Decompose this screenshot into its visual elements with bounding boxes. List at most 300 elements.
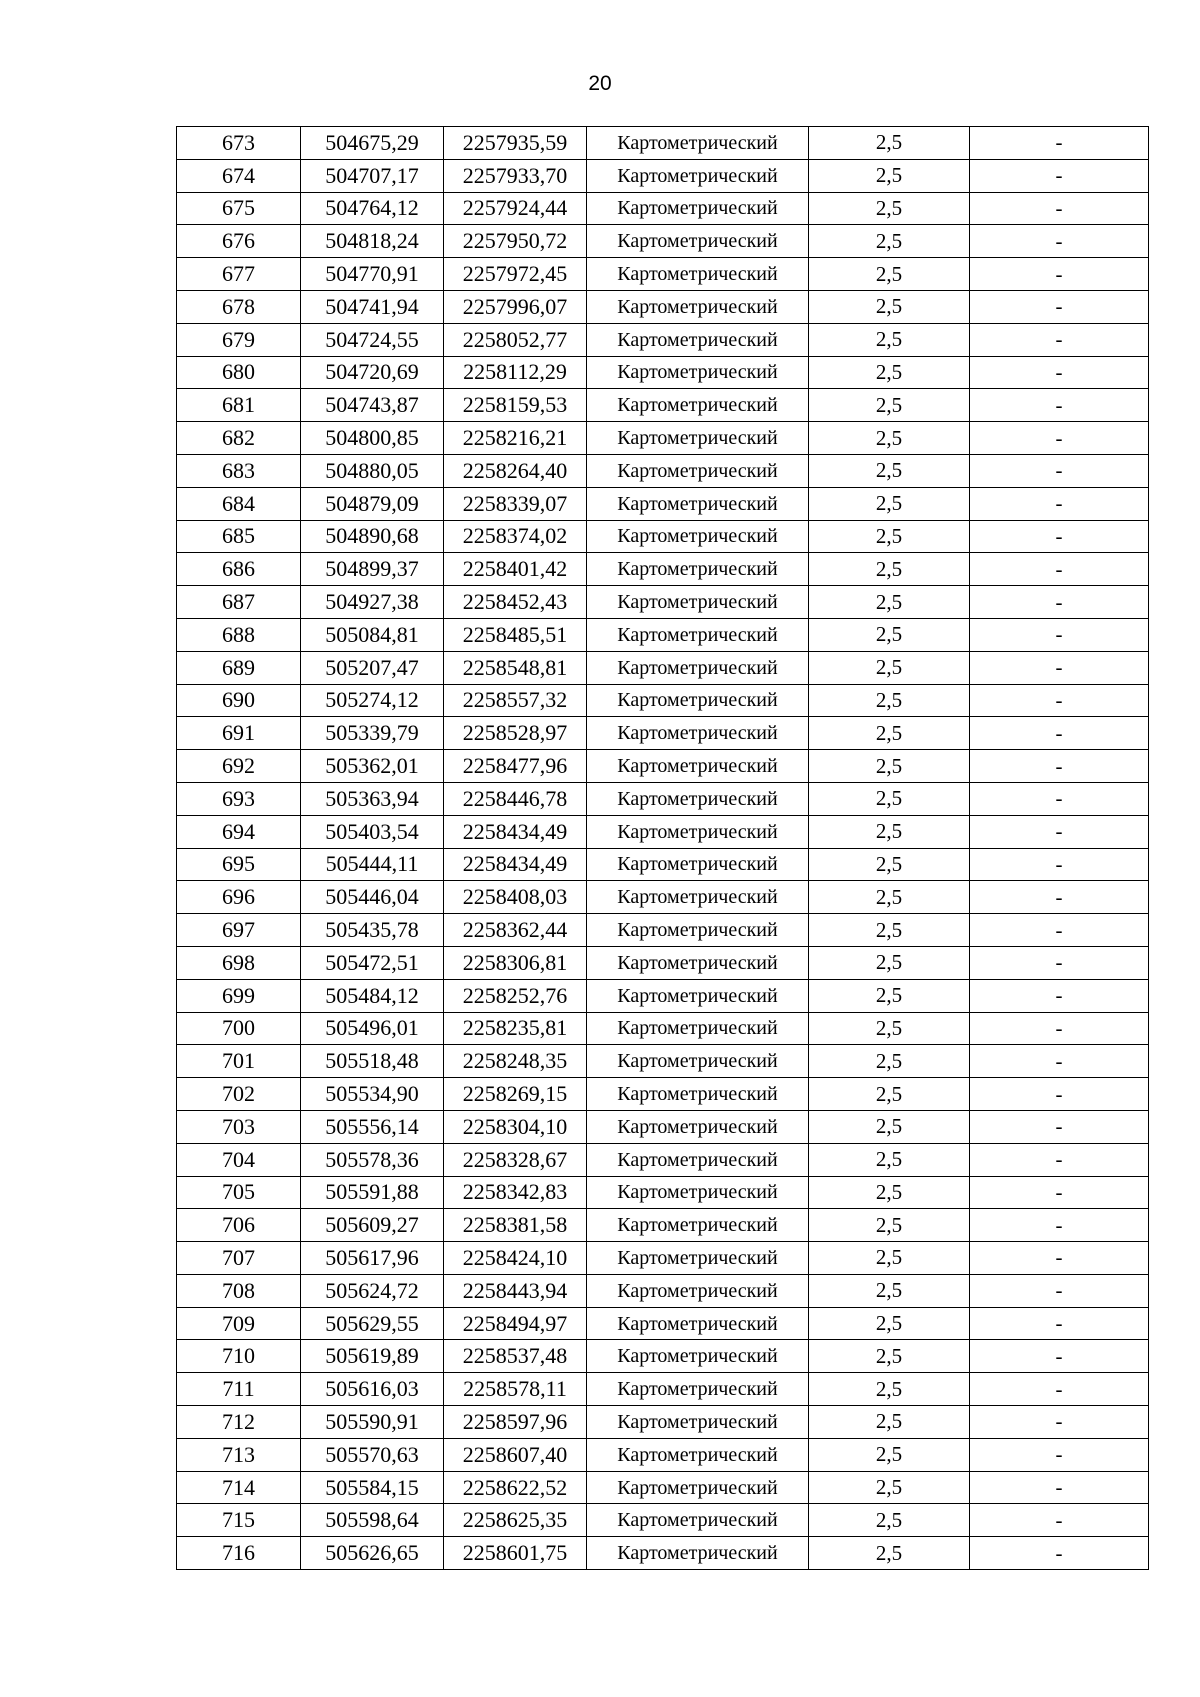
accuracy-cell: 2,5: [809, 356, 970, 389]
table-row: [177, 651, 1149, 684]
point-number-cell: 711: [177, 1373, 301, 1406]
x-coordinate-cell: 505584,15: [301, 1471, 444, 1504]
accuracy-cell: 2,5: [809, 1307, 970, 1340]
x-coordinate-cell: 504890,68: [301, 520, 444, 553]
table-row: [177, 1078, 1149, 1111]
accuracy-cell: 2,5: [809, 389, 970, 422]
x-coordinate-cell: 504675,29: [301, 127, 444, 160]
method-cell: Картометрический: [587, 127, 809, 160]
point-number-cell: 713: [177, 1438, 301, 1471]
note-cell: -: [970, 127, 1149, 160]
x-coordinate-cell: 505590,91: [301, 1406, 444, 1439]
point-number-cell: 715: [177, 1504, 301, 1537]
point-number-cell: 702: [177, 1078, 301, 1111]
accuracy-cell: 2,5: [809, 946, 970, 979]
x-coordinate-cell: 505629,55: [301, 1307, 444, 1340]
x-coordinate-cell: 505363,94: [301, 782, 444, 815]
method-cell: Картометрический: [587, 1373, 809, 1406]
method-cell: Картометрический: [587, 586, 809, 619]
method-cell: Картометрический: [587, 454, 809, 487]
note-cell: -: [970, 1471, 1149, 1504]
y-coordinate-cell: 2258304,10: [444, 1110, 587, 1143]
method-cell: Картометрический: [587, 1110, 809, 1143]
note-cell: -: [970, 159, 1149, 192]
note-cell: -: [970, 1012, 1149, 1045]
point-number-cell: 701: [177, 1045, 301, 1078]
accuracy-cell: 2,5: [809, 684, 970, 717]
note-cell: -: [970, 1045, 1149, 1078]
y-coordinate-cell: 2258342,83: [444, 1176, 587, 1209]
note-cell: -: [970, 356, 1149, 389]
note-cell: -: [970, 192, 1149, 225]
accuracy-cell: 2,5: [809, 1438, 970, 1471]
coordinates-table: [176, 126, 1149, 1570]
accuracy-cell: 2,5: [809, 1176, 970, 1209]
point-number-cell: 675: [177, 192, 301, 225]
accuracy-cell: 2,5: [809, 717, 970, 750]
point-number-cell: 707: [177, 1242, 301, 1275]
method-cell: Картометрический: [587, 1537, 809, 1570]
method-cell: Картометрический: [587, 750, 809, 783]
method-cell: Картометрический: [587, 1471, 809, 1504]
accuracy-cell: 2,5: [809, 815, 970, 848]
x-coordinate-cell: 505444,11: [301, 848, 444, 881]
note-cell: -: [970, 717, 1149, 750]
table-row: [177, 1176, 1149, 1209]
table-row: [177, 1274, 1149, 1307]
y-coordinate-cell: 2258485,51: [444, 618, 587, 651]
x-coordinate-cell: 505518,48: [301, 1045, 444, 1078]
note-cell: -: [970, 651, 1149, 684]
note-cell: -: [970, 1078, 1149, 1111]
table-row: [177, 389, 1149, 422]
y-coordinate-cell: 2258264,40: [444, 454, 587, 487]
table-row: [177, 1406, 1149, 1439]
method-cell: Картометрический: [587, 1340, 809, 1373]
y-coordinate-cell: 2258452,43: [444, 586, 587, 619]
table-row: [177, 159, 1149, 192]
y-coordinate-cell: 2258269,15: [444, 1078, 587, 1111]
note-cell: -: [970, 1307, 1149, 1340]
table-row: [177, 782, 1149, 815]
y-coordinate-cell: 2258052,77: [444, 323, 587, 356]
point-number-cell: 680: [177, 356, 301, 389]
point-number-cell: 677: [177, 258, 301, 291]
note-cell: -: [970, 454, 1149, 487]
accuracy-cell: 2,5: [809, 454, 970, 487]
accuracy-cell: 2,5: [809, 881, 970, 914]
accuracy-cell: 2,5: [809, 1274, 970, 1307]
y-coordinate-cell: 2258408,03: [444, 881, 587, 914]
method-cell: Картометрический: [587, 684, 809, 717]
y-coordinate-cell: 2258477,96: [444, 750, 587, 783]
accuracy-cell: 2,5: [809, 422, 970, 455]
method-cell: Картометрический: [587, 192, 809, 225]
table-row: [177, 192, 1149, 225]
note-cell: -: [970, 750, 1149, 783]
table-row: [177, 258, 1149, 291]
note-cell: -: [970, 782, 1149, 815]
method-cell: Картометрический: [587, 914, 809, 947]
y-coordinate-cell: 2258557,32: [444, 684, 587, 717]
table-row: [177, 1504, 1149, 1537]
accuracy-cell: 2,5: [809, 290, 970, 323]
accuracy-cell: 2,5: [809, 750, 970, 783]
accuracy-cell: 2,5: [809, 1110, 970, 1143]
point-number-cell: 676: [177, 225, 301, 258]
y-coordinate-cell: 2258328,67: [444, 1143, 587, 1176]
x-coordinate-cell: 505496,01: [301, 1012, 444, 1045]
note-cell: -: [970, 422, 1149, 455]
y-coordinate-cell: 2257950,72: [444, 225, 587, 258]
table-row: [177, 914, 1149, 947]
y-coordinate-cell: 2258216,21: [444, 422, 587, 455]
note-cell: -: [970, 586, 1149, 619]
x-coordinate-cell: 505616,03: [301, 1373, 444, 1406]
table-row: [177, 1373, 1149, 1406]
x-coordinate-cell: 505403,54: [301, 815, 444, 848]
accuracy-cell: 2,5: [809, 651, 970, 684]
table-row: [177, 946, 1149, 979]
coordinates-table-body: [177, 127, 1149, 1570]
y-coordinate-cell: 2258434,49: [444, 848, 587, 881]
method-cell: Картометрический: [587, 520, 809, 553]
table-row: [177, 684, 1149, 717]
note-cell: -: [970, 389, 1149, 422]
point-number-cell: 688: [177, 618, 301, 651]
y-coordinate-cell: 2258622,52: [444, 1471, 587, 1504]
y-coordinate-cell: 2258381,58: [444, 1209, 587, 1242]
table-row: [177, 618, 1149, 651]
point-number-cell: 710: [177, 1340, 301, 1373]
table-row: [177, 422, 1149, 455]
y-coordinate-cell: 2258434,49: [444, 815, 587, 848]
x-coordinate-cell: 504720,69: [301, 356, 444, 389]
accuracy-cell: 2,5: [809, 1078, 970, 1111]
x-coordinate-cell: 504899,37: [301, 553, 444, 586]
table-row: [177, 979, 1149, 1012]
y-coordinate-cell: 2258625,35: [444, 1504, 587, 1537]
note-cell: -: [970, 1110, 1149, 1143]
point-number-cell: 695: [177, 848, 301, 881]
point-number-cell: 690: [177, 684, 301, 717]
accuracy-cell: 2,5: [809, 1012, 970, 1045]
method-cell: Картометрический: [587, 1176, 809, 1209]
x-coordinate-cell: 505084,81: [301, 618, 444, 651]
accuracy-cell: 2,5: [809, 914, 970, 947]
point-number-cell: 693: [177, 782, 301, 815]
point-number-cell: 683: [177, 454, 301, 487]
y-coordinate-cell: 2258362,44: [444, 914, 587, 947]
x-coordinate-cell: 504800,85: [301, 422, 444, 455]
method-cell: Картометрический: [587, 290, 809, 323]
note-cell: -: [970, 1274, 1149, 1307]
x-coordinate-cell: 505578,36: [301, 1143, 444, 1176]
point-number-cell: 714: [177, 1471, 301, 1504]
y-coordinate-cell: 2258528,97: [444, 717, 587, 750]
x-coordinate-cell: 505591,88: [301, 1176, 444, 1209]
point-number-cell: 689: [177, 651, 301, 684]
y-coordinate-cell: 2258401,42: [444, 553, 587, 586]
y-coordinate-cell: 2258446,78: [444, 782, 587, 815]
method-cell: Картометрический: [587, 258, 809, 291]
method-cell: Картометрический: [587, 1078, 809, 1111]
method-cell: Картометрический: [587, 1406, 809, 1439]
point-number-cell: 681: [177, 389, 301, 422]
y-coordinate-cell: 2258443,94: [444, 1274, 587, 1307]
table-row: [177, 1110, 1149, 1143]
note-cell: -: [970, 553, 1149, 586]
table-row: [177, 1012, 1149, 1045]
method-cell: Картометрический: [587, 225, 809, 258]
method-cell: Картометрический: [587, 651, 809, 684]
x-coordinate-cell: 505484,12: [301, 979, 444, 1012]
table-row: [177, 1143, 1149, 1176]
note-cell: -: [970, 225, 1149, 258]
table-row: [177, 1471, 1149, 1504]
method-cell: Картометрический: [587, 159, 809, 192]
table-row: [177, 1438, 1149, 1471]
accuracy-cell: 2,5: [809, 1504, 970, 1537]
method-cell: Картометрический: [587, 487, 809, 520]
point-number-cell: 708: [177, 1274, 301, 1307]
method-cell: Картометрический: [587, 1438, 809, 1471]
note-cell: -: [970, 914, 1149, 947]
x-coordinate-cell: 504770,91: [301, 258, 444, 291]
note-cell: -: [970, 487, 1149, 520]
table-row: [177, 323, 1149, 356]
accuracy-cell: 2,5: [809, 1340, 970, 1373]
x-coordinate-cell: 505435,78: [301, 914, 444, 947]
x-coordinate-cell: 505598,64: [301, 1504, 444, 1537]
table-row: [177, 454, 1149, 487]
point-number-cell: 712: [177, 1406, 301, 1439]
point-number-cell: 706: [177, 1209, 301, 1242]
x-coordinate-cell: 505472,51: [301, 946, 444, 979]
point-number-cell: 703: [177, 1110, 301, 1143]
table-row: [177, 1045, 1149, 1078]
y-coordinate-cell: 2258548,81: [444, 651, 587, 684]
x-coordinate-cell: 504707,17: [301, 159, 444, 192]
y-coordinate-cell: 2258578,11: [444, 1373, 587, 1406]
note-cell: -: [970, 684, 1149, 717]
note-cell: -: [970, 1209, 1149, 1242]
table-row: [177, 225, 1149, 258]
y-coordinate-cell: 2258424,10: [444, 1242, 587, 1275]
accuracy-cell: 2,5: [809, 618, 970, 651]
x-coordinate-cell: 505619,89: [301, 1340, 444, 1373]
note-cell: -: [970, 290, 1149, 323]
method-cell: Картометрический: [587, 1143, 809, 1176]
x-coordinate-cell: 505617,96: [301, 1242, 444, 1275]
table-row: [177, 586, 1149, 619]
point-number-cell: 687: [177, 586, 301, 619]
y-coordinate-cell: 2258306,81: [444, 946, 587, 979]
note-cell: -: [970, 1406, 1149, 1439]
y-coordinate-cell: 2258159,53: [444, 389, 587, 422]
point-number-cell: 699: [177, 979, 301, 1012]
method-cell: Картометрический: [587, 815, 809, 848]
y-coordinate-cell: 2258252,76: [444, 979, 587, 1012]
note-cell: -: [970, 323, 1149, 356]
point-number-cell: 694: [177, 815, 301, 848]
accuracy-cell: 2,5: [809, 159, 970, 192]
point-number-cell: 686: [177, 553, 301, 586]
point-number-cell: 682: [177, 422, 301, 455]
note-cell: -: [970, 1504, 1149, 1537]
table-row: [177, 881, 1149, 914]
method-cell: Картометрический: [587, 848, 809, 881]
x-coordinate-cell: 505207,47: [301, 651, 444, 684]
page-number: 20: [588, 72, 612, 95]
table-row: [177, 1307, 1149, 1340]
point-number-cell: 700: [177, 1012, 301, 1045]
point-number-cell: 679: [177, 323, 301, 356]
note-cell: -: [970, 1373, 1149, 1406]
accuracy-cell: 2,5: [809, 782, 970, 815]
point-number-cell: 674: [177, 159, 301, 192]
method-cell: Картометрический: [587, 1307, 809, 1340]
method-cell: Картометрический: [587, 1209, 809, 1242]
table-row: [177, 520, 1149, 553]
point-number-cell: 696: [177, 881, 301, 914]
accuracy-cell: 2,5: [809, 323, 970, 356]
note-cell: -: [970, 979, 1149, 1012]
y-coordinate-cell: 2257996,07: [444, 290, 587, 323]
point-number-cell: 716: [177, 1537, 301, 1570]
note-cell: -: [970, 1143, 1149, 1176]
x-coordinate-cell: 505339,79: [301, 717, 444, 750]
accuracy-cell: 2,5: [809, 1537, 970, 1570]
y-coordinate-cell: 2257972,45: [444, 258, 587, 291]
x-coordinate-cell: 504880,05: [301, 454, 444, 487]
y-coordinate-cell: 2258607,40: [444, 1438, 587, 1471]
method-cell: Картометрический: [587, 946, 809, 979]
y-coordinate-cell: 2258248,35: [444, 1045, 587, 1078]
point-number-cell: 697: [177, 914, 301, 947]
x-coordinate-cell: 505624,72: [301, 1274, 444, 1307]
y-coordinate-cell: 2258537,48: [444, 1340, 587, 1373]
point-number-cell: 684: [177, 487, 301, 520]
accuracy-cell: 2,5: [809, 225, 970, 258]
method-cell: Картометрический: [587, 553, 809, 586]
method-cell: Картометрический: [587, 389, 809, 422]
table-row: [177, 1340, 1149, 1373]
method-cell: Картометрический: [587, 1242, 809, 1275]
y-coordinate-cell: 2257935,59: [444, 127, 587, 160]
note-cell: -: [970, 618, 1149, 651]
accuracy-cell: 2,5: [809, 1471, 970, 1504]
table-row: [177, 290, 1149, 323]
method-cell: Картометрический: [587, 1274, 809, 1307]
point-number-cell: 698: [177, 946, 301, 979]
note-cell: -: [970, 258, 1149, 291]
note-cell: -: [970, 848, 1149, 881]
method-cell: Картометрический: [587, 323, 809, 356]
accuracy-cell: 2,5: [809, 258, 970, 291]
accuracy-cell: 2,5: [809, 487, 970, 520]
method-cell: Картометрический: [587, 782, 809, 815]
x-coordinate-cell: 504818,24: [301, 225, 444, 258]
point-number-cell: 673: [177, 127, 301, 160]
table-row: [177, 127, 1149, 160]
method-cell: Картометрический: [587, 356, 809, 389]
accuracy-cell: 2,5: [809, 1045, 970, 1078]
accuracy-cell: 2,5: [809, 1373, 970, 1406]
x-coordinate-cell: 504741,94: [301, 290, 444, 323]
y-coordinate-cell: 2257933,70: [444, 159, 587, 192]
x-coordinate-cell: 505274,12: [301, 684, 444, 717]
table-row: [177, 487, 1149, 520]
y-coordinate-cell: 2258494,97: [444, 1307, 587, 1340]
table-row: [177, 356, 1149, 389]
x-coordinate-cell: 504879,09: [301, 487, 444, 520]
point-number-cell: 692: [177, 750, 301, 783]
point-number-cell: 704: [177, 1143, 301, 1176]
accuracy-cell: 2,5: [809, 192, 970, 225]
method-cell: Картометрический: [587, 881, 809, 914]
accuracy-cell: 2,5: [809, 848, 970, 881]
table-row: [177, 553, 1149, 586]
method-cell: Картометрический: [587, 979, 809, 1012]
table-row: [177, 750, 1149, 783]
method-cell: Картометрический: [587, 422, 809, 455]
point-number-cell: 709: [177, 1307, 301, 1340]
method-cell: Картометрический: [587, 1045, 809, 1078]
note-cell: -: [970, 881, 1149, 914]
point-number-cell: 691: [177, 717, 301, 750]
x-coordinate-cell: 505609,27: [301, 1209, 444, 1242]
note-cell: -: [970, 520, 1149, 553]
x-coordinate-cell: 505362,01: [301, 750, 444, 783]
note-cell: -: [970, 1340, 1149, 1373]
y-coordinate-cell: 2257924,44: [444, 192, 587, 225]
table-row: [177, 815, 1149, 848]
accuracy-cell: 2,5: [809, 1406, 970, 1439]
note-cell: -: [970, 1242, 1149, 1275]
method-cell: Картометрический: [587, 1504, 809, 1537]
accuracy-cell: 2,5: [809, 1209, 970, 1242]
point-number-cell: 685: [177, 520, 301, 553]
table-row: [177, 717, 1149, 750]
method-cell: Картометрический: [587, 618, 809, 651]
note-cell: -: [970, 1176, 1149, 1209]
x-coordinate-cell: 505534,90: [301, 1078, 444, 1111]
table-row: [177, 1209, 1149, 1242]
point-number-cell: 705: [177, 1176, 301, 1209]
x-coordinate-cell: 504764,12: [301, 192, 444, 225]
accuracy-cell: 2,5: [809, 979, 970, 1012]
accuracy-cell: 2,5: [809, 553, 970, 586]
note-cell: -: [970, 815, 1149, 848]
x-coordinate-cell: 505570,63: [301, 1438, 444, 1471]
note-cell: -: [970, 946, 1149, 979]
note-cell: -: [970, 1438, 1149, 1471]
method-cell: Картометрический: [587, 717, 809, 750]
table-row: [177, 1537, 1149, 1570]
y-coordinate-cell: 2258235,81: [444, 1012, 587, 1045]
accuracy-cell: 2,5: [809, 586, 970, 619]
y-coordinate-cell: 2258597,96: [444, 1406, 587, 1439]
accuracy-cell: 2,5: [809, 520, 970, 553]
x-coordinate-cell: 504724,55: [301, 323, 444, 356]
accuracy-cell: 2,5: [809, 1242, 970, 1275]
x-coordinate-cell: 505446,04: [301, 881, 444, 914]
table-row: [177, 848, 1149, 881]
note-cell: -: [970, 1537, 1149, 1570]
y-coordinate-cell: 2258112,29: [444, 356, 587, 389]
point-number-cell: 678: [177, 290, 301, 323]
